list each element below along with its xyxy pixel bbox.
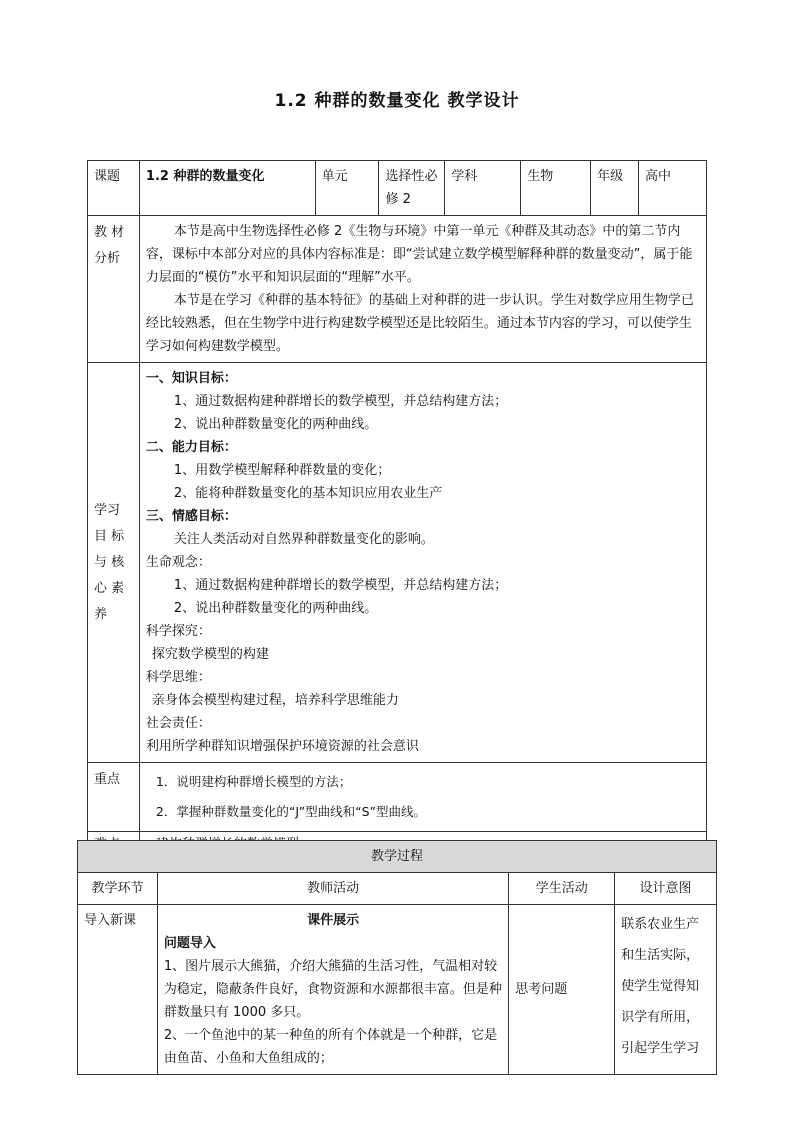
key-points-label: 重点: [88, 763, 140, 832]
ability-title: 二、能力目标：: [145, 440, 237, 455]
key-points-row: [88, 763, 707, 832]
social-title: 社会责任：: [145, 716, 211, 731]
student-activity: 思考问题: [509, 905, 615, 1075]
process-header: 教学过程: [78, 841, 717, 873]
design-intent: 联系农业生产和生活实际，使学生觉得知识学有所用，引起学生学习: [615, 905, 717, 1075]
lead-title: 问题导入: [163, 936, 216, 951]
emotion-title: 三、情感目标：: [145, 509, 237, 524]
knowledge-title: 一、知识目标：: [145, 371, 237, 386]
info-table: [87, 160, 707, 857]
key-points-content: 1．说明建构种群增长模型的方法； 2．掌握种群数量变化的“J”型曲线和“S”型曲线。: [139, 763, 706, 832]
teacher-activity: 课件展示 问题导入 1、图片展示大熊猫，介绍大熊猫的生活习性，气温相对较为稳定，隐蔽条件良好，食物资源和水源都很丰富。但是种群数量只有 1000 多只。 2、一个鱼池中的某一种鱼的所有个体就是一个种群，它是由鱼苗、小鱼和大鱼组成的；: [157, 905, 508, 1075]
life-title: 生命观念：: [145, 555, 211, 570]
unit-label: 单元: [315, 161, 379, 216]
col-teacher: 教师活动: [157, 873, 508, 905]
grade-value: 高中: [639, 161, 707, 216]
topic-row: [88, 161, 707, 216]
grade-label: 年级: [591, 161, 639, 216]
goals-label: 学习 目 标 与 核 心 素 养: [88, 363, 140, 763]
document-title: 1.2 种群的数量变化 教学设计: [274, 91, 520, 111]
process-table: [77, 840, 717, 1075]
col-intent: 设计意图: [615, 873, 717, 905]
analysis-row: [88, 216, 707, 363]
topic-label: 课题: [88, 161, 140, 216]
col-stage: 教学环节: [78, 873, 158, 905]
subject-value: 生物: [521, 161, 591, 216]
process-row-intro: [78, 905, 717, 1075]
topic-value: 1.2 种群的数量变化: [139, 161, 315, 216]
goals-content: 一、知识目标： 1、通过数据构建种群增长的数学模型，并总结构建方法； 2、说出种群数量变化的两种曲线。 二、能力目标： 1、用数学模型解释种群数量的变化； 2、能将种群数量变化的基本知识应用农业生产 三、情感目标： 关注人类活动对自然界种群数量变化的影响。 生命观念： 1、通过数据构建种群增长的数学模型，并总结构建方法； 2、说出种群数量变化的两种曲线。 科学探究： 探究数学模型的构建 科学思维： 亲身体会模型构建过程，培养科学思维能力 社会责任： 利用所学种群知识增强保护环境资源的社会意识: [139, 363, 706, 763]
analysis-label: 教 材 分析: [88, 216, 140, 363]
goals-row: [88, 363, 707, 763]
sci-title: 科学探究：: [145, 624, 211, 639]
courseware-title: 课件展示: [307, 913, 360, 928]
stage-intro: 导入新课: [78, 905, 158, 1075]
analysis-content: [139, 216, 706, 363]
think-title: 科学思维：: [145, 670, 211, 685]
analysis-para-2: 本节是在学习《种群的基本特征》的基础上对种群的进一步认识。学生对数学应用生物学已经比较熟悉，但在生物学中进行构建数学模型还是比较陌生。通过本节内容的学习，可以使学生学习如何构建数学模型。: [145, 293, 694, 354]
col-student: 学生活动: [509, 873, 615, 905]
subject-label: 学科: [445, 161, 521, 216]
analysis-para-1: 本节是高中生物选择性必修 2《生物与环境》中第一单元《种群及其动态》中的第二节内容，课标中本部分对应的具体内容标准是：即“尝试建立数学模型解释种群的数量变动”，属于能力层面的“模仿”水平和知识层面的“理解”水平。: [145, 224, 693, 285]
unit-value: 选择性必修 2: [379, 161, 445, 216]
